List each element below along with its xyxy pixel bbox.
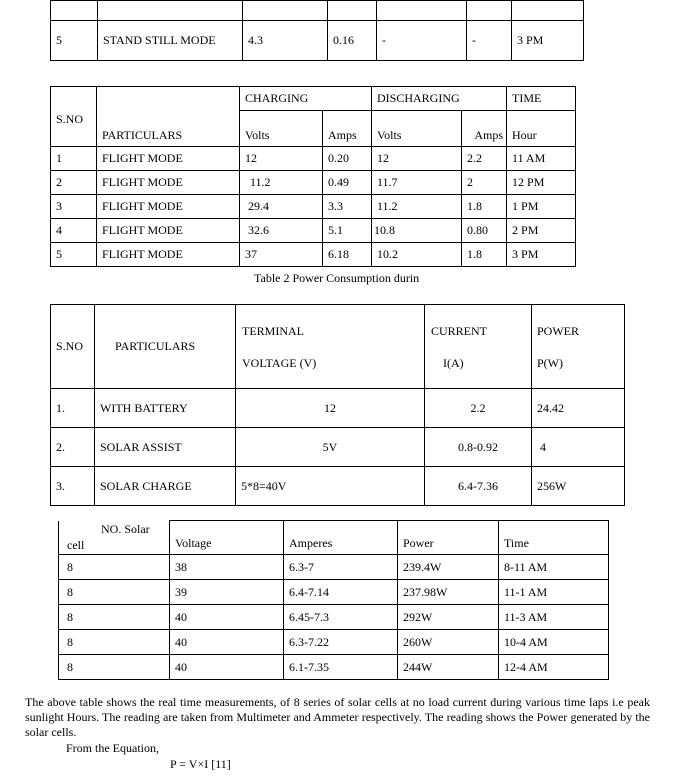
- particulars-header: PARTICULARS: [95, 305, 236, 389]
- amperes-header: Amperes: [284, 521, 398, 555]
- time-header: TIME: [507, 87, 576, 111]
- discharging-header: DISCHARGING: [372, 87, 507, 111]
- table-row: 1 FLIGHT MODE 12 0.20 12 2.2 11 AM: [51, 147, 576, 171]
- charging-amps-header: Amps: [323, 111, 372, 147]
- charging-volts-header: Volts: [240, 111, 323, 147]
- body-paragraph: The above table shows the real time measurements, of 8 series of solar cells at no load current during various time laps i.e peak sunlight Hours. The reading are taken from Multimeter and Ammeter respectively. The reading shows the Power generated by the solar cells.: [25, 695, 650, 739]
- particulars-header: PARTICULARS: [97, 87, 240, 147]
- table-row: 8 39 6.4-7.14 237.98W 11-1 AM: [59, 580, 609, 605]
- current-header: CURRENT I(A): [425, 305, 532, 389]
- table-row: 2. SOLAR ASSIST 5V 0.8-0.92 4: [51, 428, 625, 467]
- voltage-header: Voltage: [170, 521, 284, 555]
- table-row: 4 FLIGHT MODE 32.6 5.1 10.8 0.80 2 PM: [51, 219, 576, 243]
- table-row: 8 40 6.3-7.22 260W 10-4 AM: [59, 630, 609, 655]
- discharging-volts-header: Volts: [372, 111, 462, 147]
- sno-header: S.NO: [51, 87, 97, 147]
- power-header: POWER P(W): [532, 305, 625, 389]
- table-caption: Table 2 Power Consumption durin: [254, 271, 420, 285]
- table-row: 8 38 6.3-7 239.4W 8-11 AM: [59, 555, 609, 580]
- table-row: 8 40 6.1-7.35 244W 12-4 AM: [59, 655, 609, 680]
- hour-header: Hour: [507, 111, 576, 147]
- table-row: 5 FLIGHT MODE 37 6.18 10.2 1.8 3 PM: [51, 243, 576, 267]
- power-header: Power: [398, 521, 499, 555]
- discharging-amps-header: Amps: [462, 111, 507, 147]
- equation: P = V×I [11]: [170, 757, 231, 771]
- charging-header: CHARGING: [240, 87, 372, 111]
- cell-header: NO. Solar cell: [59, 521, 170, 555]
- table-row: 3. SOLAR CHARGE 5*8=40V 6.4-7.36 256W: [51, 467, 625, 506]
- table-row: 2 FLIGHT MODE 11.2 0.49 11.7 2 12 PM: [51, 171, 576, 195]
- solar-cell-table: [58, 520, 609, 680]
- table-row: 1. WITH BATTERY 12 2.2 24.42: [51, 389, 625, 428]
- from-equation-text: From the Equation,: [66, 741, 159, 755]
- charging-discharging-table: [50, 86, 576, 267]
- sno-header: S.NO: [51, 305, 95, 389]
- voltage-header: TERMINAL VOLTAGE (V): [236, 305, 425, 389]
- table-top-partial: [50, 0, 584, 61]
- table-row: 8 40 6.45-7.3 292W 11-3 AM: [59, 605, 609, 630]
- time-header: Time: [499, 521, 609, 555]
- power-consumption-table: [50, 304, 625, 506]
- table-row: 5 STAND STILL MODE 4.3 0.16 - - 3 PM: [51, 21, 584, 61]
- table-row: 3 FLIGHT MODE 29.4 3.3 11.2 1.8 1 PM: [51, 195, 576, 219]
